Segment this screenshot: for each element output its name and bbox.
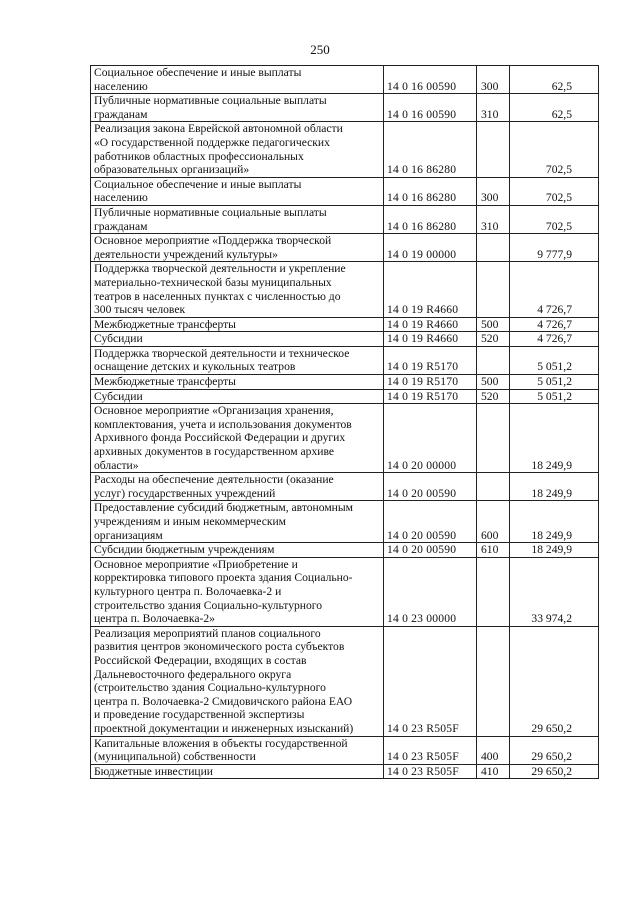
expense-name-cell	[91, 736, 384, 764]
target-article-code: 14 0 16 86280	[384, 122, 477, 177]
table-row	[91, 346, 599, 374]
expense-type-code: 600	[477, 501, 510, 543]
table-row	[91, 177, 599, 205]
expense-name-line: комплектования, учета и использования документов	[94, 417, 352, 431]
target-article-code: 14 0 19 R5170	[384, 389, 477, 404]
table-row	[91, 375, 599, 390]
table-row	[91, 764, 599, 779]
expense-name-cell	[91, 473, 384, 501]
expense-name-cell	[91, 557, 384, 626]
expense-name-cell	[91, 346, 384, 374]
expense-name-line: Дальневосточного федерального округа	[94, 667, 292, 681]
table-row	[91, 473, 599, 501]
expense-name-line: Межбюджетные трансферты	[94, 375, 236, 389]
expense-name-line: гражданам	[94, 107, 148, 121]
expense-name-line: архивных документов в государственном архиве	[94, 445, 334, 459]
amount-value: 29 650,2	[510, 764, 599, 779]
expense-name-cell	[91, 389, 384, 404]
expense-name-line: Бюджетные инвестиции	[94, 764, 214, 778]
expense-name-line: театров в населенных пунктах с численностью до	[94, 289, 341, 303]
table-row	[91, 736, 599, 764]
expense-name-line: Основное мероприятие «Организация хранения,	[94, 404, 334, 418]
expense-name-cell	[91, 543, 384, 558]
target-article-code: 14 0 19 R4660	[384, 262, 477, 317]
expense-name-line: оснащение детских и кукольных театров	[94, 360, 296, 374]
expense-name-line: (муниципальной) собственности	[94, 750, 256, 764]
expense-name-line: Реализация закона Еврейской автономной области	[94, 122, 343, 136]
target-article-code: 14 0 19 R4660	[384, 317, 477, 332]
table-row	[91, 389, 599, 404]
budget-table-body	[91, 66, 599, 779]
table-row	[91, 626, 599, 736]
expense-name-line: Социальное обеспечение и иные выплаты	[94, 177, 302, 191]
target-article-code: 14 0 16 86280	[384, 177, 477, 205]
expense-name-line: образовательных организаций»	[94, 163, 250, 177]
expense-type-code: 300	[477, 177, 510, 205]
target-article-code: 14 0 16 00590	[384, 94, 477, 122]
expense-name-line: учреждениям и иным некоммерческим	[94, 515, 287, 528]
target-article-code: 14 0 23 R505F	[384, 736, 477, 764]
expense-name-line: Расходы на обеспечение деятельности (оказание	[94, 473, 334, 487]
expense-type-code: 310	[477, 205, 510, 233]
budget-table	[90, 65, 599, 779]
expense-name-line: Реализация мероприятий планов социального	[94, 626, 321, 640]
target-article-code: 14 0 23 00000	[384, 557, 477, 626]
expense-name-line: работников областных профессиональных	[94, 149, 304, 163]
expense-name-line: Субсидии бюджетным учреждениям	[94, 543, 275, 557]
expense-type-code: 610	[477, 543, 510, 558]
expense-name-line: Публичные нормативные социальные выплаты	[94, 205, 327, 219]
amount-value: 18 249,9	[510, 543, 599, 558]
expense-name-line: корректировка типового проекта здания Социально-	[94, 571, 353, 585]
table-row	[91, 501, 599, 543]
expense-name-cell	[91, 501, 384, 543]
expense-name-line: «О государственной поддержке педагогических	[94, 135, 330, 149]
expense-name-cell	[91, 177, 384, 205]
amount-value: 702,5	[510, 122, 599, 177]
expense-name-cell	[91, 626, 384, 736]
table-row	[91, 122, 599, 177]
target-article-code: 14 0 19 R5170	[384, 346, 477, 374]
table-row	[91, 66, 599, 94]
expense-name-cell	[91, 764, 384, 779]
table-row	[91, 262, 599, 317]
expense-type-code: 520	[477, 389, 510, 404]
target-article-code: 14 0 20 00590	[384, 473, 477, 501]
amount-value: 29 650,2	[510, 626, 599, 736]
amount-value: 5 051,2	[510, 346, 599, 374]
expense-name-line: и проведение государственной экспертизы	[94, 708, 305, 722]
expense-name-cell	[91, 122, 384, 177]
expense-name-line: Публичные нормативные социальные выплаты	[94, 94, 327, 108]
page-number: 250	[310, 42, 330, 57]
target-article-code: 14 0 19 00000	[384, 234, 477, 262]
expense-type-code: 500	[477, 375, 510, 390]
target-article-code: 14 0 16 86280	[384, 205, 477, 233]
target-article-code: 14 0 20 00590	[384, 543, 477, 558]
amount-value: 702,5	[510, 205, 599, 233]
expense-type-code: 500	[477, 317, 510, 332]
amount-value: 18 249,9	[510, 404, 599, 473]
amount-value: 62,5	[510, 94, 599, 122]
expense-name-line: организациям	[94, 528, 163, 542]
target-article-code: 14 0 20 00590	[384, 501, 477, 543]
expense-name-line: населению	[94, 191, 148, 205]
amount-value: 4 726,7	[510, 332, 599, 347]
expense-name-cell	[91, 94, 384, 122]
target-article-code: 14 0 20 00000	[384, 404, 477, 473]
expense-name-line: Поддержка творческой деятельности и техническое	[94, 346, 350, 360]
amount-value: 4 726,7	[510, 262, 599, 317]
expense-name-cell	[91, 234, 384, 262]
amount-value: 29 650,2	[510, 736, 599, 764]
amount-value: 702,5	[510, 177, 599, 205]
expense-name-line: 300 тысяч человек	[94, 303, 186, 317]
table-row	[91, 557, 599, 626]
amount-value: 18 249,9	[510, 473, 599, 501]
expense-type-code: 300	[477, 66, 510, 94]
expense-name-line: Социальное обеспечение и иные выплаты	[94, 66, 302, 79]
expense-name-line: развития центров экономического роста субъектов	[94, 640, 345, 654]
expense-name-cell	[91, 317, 384, 332]
expense-type-code	[477, 234, 510, 262]
amount-value: 4 726,7	[510, 317, 599, 332]
expense-name-line: гражданам	[94, 219, 148, 233]
target-article-code: 14 0 23 R505F	[384, 626, 477, 736]
expense-name-line: Поддержка творческой деятельности и укрепление	[94, 262, 346, 276]
amount-value: 33 974,2	[510, 557, 599, 626]
expense-name-cell	[91, 262, 384, 317]
expense-name-line: области»	[94, 458, 139, 472]
expense-name-cell	[91, 404, 384, 473]
expense-type-code	[477, 346, 510, 374]
table-row	[91, 205, 599, 233]
expense-name-line: (строительство здания Социально-культурного	[94, 681, 326, 695]
table-row	[91, 404, 599, 473]
expense-name-line: культурного центра п. Волочаевка-2 и	[94, 584, 282, 598]
amount-value: 5 051,2	[510, 375, 599, 390]
expense-name-line: Капитальные вложения в объекты государственной	[94, 736, 348, 750]
expense-name-line: Архивного фонда Российской Федерации и других	[94, 431, 346, 445]
expense-type-code	[477, 473, 510, 501]
expense-type-code	[477, 262, 510, 317]
expense-name-line: центра п. Волочаевка-2 Смидовичского района ЕАО	[94, 694, 353, 708]
expense-name-line: центра п. Волочаевка-2»	[94, 612, 215, 626]
table-row	[91, 317, 599, 332]
expense-name-cell	[91, 332, 384, 347]
expense-type-code: 410	[477, 764, 510, 779]
expense-name-line: деятельности учреждений культуры»	[94, 247, 278, 261]
expense-name-line: Предоставление субсидий бюджетным, автономным	[94, 501, 354, 515]
expense-type-code	[477, 122, 510, 177]
expense-type-code	[477, 626, 510, 736]
amount-value: 5 051,2	[510, 389, 599, 404]
table-row	[91, 94, 599, 122]
amount-value: 62,5	[510, 66, 599, 94]
expense-name-cell	[91, 375, 384, 390]
table-row	[91, 332, 599, 347]
amount-value: 18 249,9	[510, 501, 599, 543]
table-row	[91, 234, 599, 262]
expense-name-cell	[91, 205, 384, 233]
expense-type-code	[477, 557, 510, 626]
target-article-code: 14 0 19 R4660	[384, 332, 477, 347]
table-row	[91, 543, 599, 558]
target-article-code: 14 0 19 R5170	[384, 375, 477, 390]
expense-name-line: населению	[94, 79, 148, 93]
expense-name-line: Субсидии	[94, 389, 143, 403]
expense-name-line: Межбюджетные трансферты	[94, 317, 236, 331]
expense-name-line: Основное мероприятие «Приобретение и	[94, 557, 298, 571]
expense-name-line: Основное мероприятие «Поддержка творческой	[94, 234, 332, 248]
expense-type-code: 310	[477, 94, 510, 122]
expense-name-line: материально-технической базы муниципальных	[94, 275, 332, 289]
expense-name-cell	[91, 66, 384, 94]
expense-name-line: Российской Федерации, входящих в состав	[94, 653, 307, 667]
expense-type-code	[477, 404, 510, 473]
expense-type-code: 520	[477, 332, 510, 347]
expense-name-line: Субсидии	[94, 332, 143, 346]
expense-name-line: услуг) государственных учреждений	[94, 486, 276, 500]
expense-type-code: 400	[477, 736, 510, 764]
target-article-code: 14 0 16 00590	[384, 66, 477, 94]
target-article-code: 14 0 23 R505F	[384, 764, 477, 779]
amount-value: 9 777,9	[510, 234, 599, 262]
expense-name-line: проектной документации и инженерных изысканий)	[94, 721, 354, 735]
expense-name-line: строительство здания Социально-культурного	[94, 598, 323, 612]
